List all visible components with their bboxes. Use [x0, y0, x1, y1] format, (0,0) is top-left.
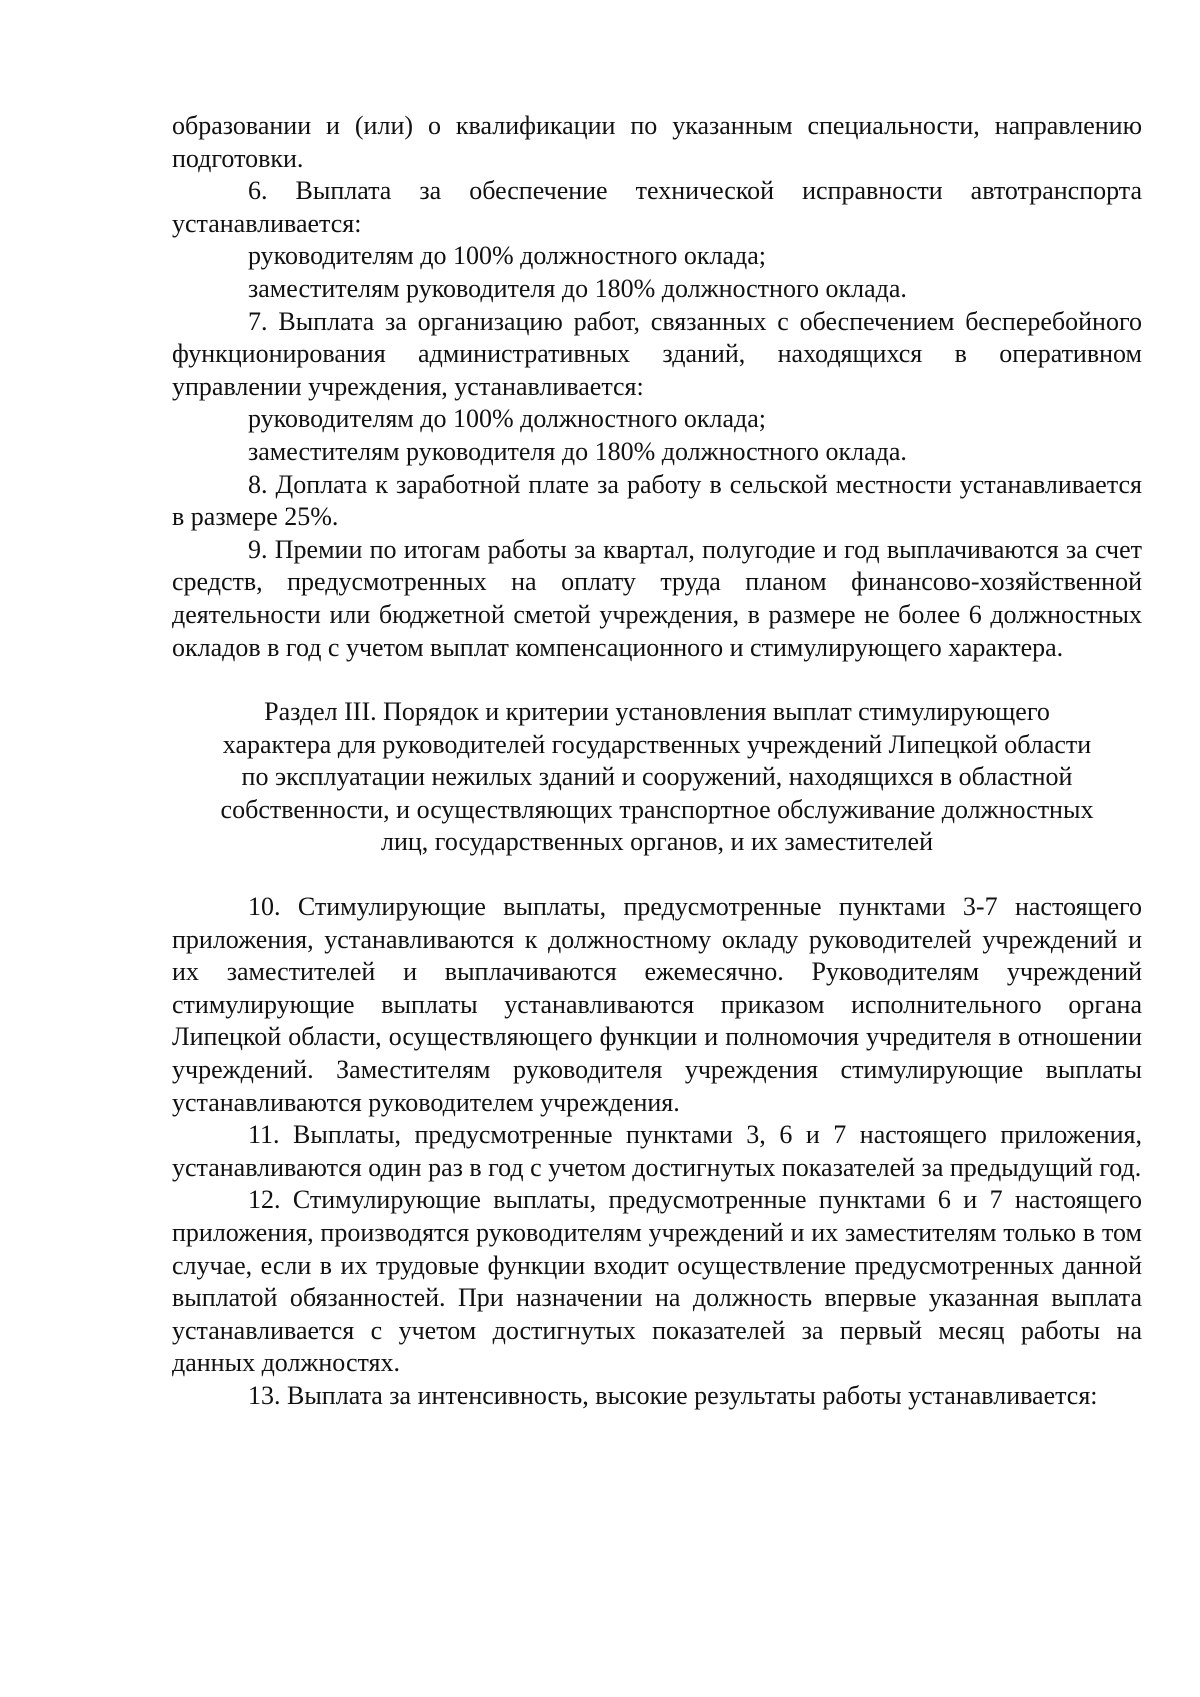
item-8-paragraph: 8. Доплата к заработной плате за работу в сельской местности устанавливается в размере 25%. [172, 469, 1142, 532]
document-body [172, 110, 1142, 1413]
section-heading-line: по эксплуатации нежилых зданий и сооружений, находящихся в областной [241, 762, 1073, 792]
intro-paragraph: образовании и (или) о квалификации по указанным специальности, направлению подготовки. [172, 111, 1142, 173]
item-11-paragraph: 11. Выплаты, предусмотренные пунктами 3, 6 и 7 настоящего приложения, устанавливаются один раз в год с учетом достигнутых показателей за предыдущий год. [172, 1120, 1142, 1182]
item-6-paragraph: 6. Выплата за обеспечение технической исправности автотранспорта устанавливается: [172, 176, 1142, 238]
item-13-paragraph: 13. Выплата за интенсивность, высокие результаты работы устанавливается: [248, 1380, 1098, 1410]
item-7-paragraph: 7. Выплата за организацию работ, связанных с обеспечением бесперебойного функционирования административных зданий, находящихся в оперативном управлении учреждения, устанавливается: [172, 306, 1142, 401]
item-7-sub-2: заместителям руководителя до 180% должностного оклада. [248, 436, 907, 466]
item-6-sub-2: заместителям руководителя до 180% должностного оклада. [248, 273, 907, 303]
item-7-sub-1: руководителям до 100% должностного оклада; [248, 404, 766, 434]
item-12-paragraph: 12. Стимулирующие выплаты, предусмотренные пунктами 6 и 7 настоящего приложения, производятся руководителям учреждений и их заместителям только в том случае, если в их трудовые функции входит осуществление предусмотренных данной выплатой обязанностей. При назначении на должность впервые указанная выплата устанавливается с учетом достигнутых показателей за первый месяц работы на данных должностях. [172, 1185, 1142, 1378]
section-heading-line: собственности, и осуществляющих транспортное обслуживание должностных [220, 794, 1094, 824]
section-heading-line: характера для руководителей государственных учреждений Липецкой области [222, 729, 1092, 759]
section-heading-line: лиц, государственных органов, и их заместителей [381, 827, 933, 857]
section-heading [172, 696, 1142, 859]
section-heading-line: Раздел III. Порядок и критерии установления выплат стимулирующего [264, 697, 1050, 727]
item-6-sub-1: руководителям до 100% должностного оклада; [248, 241, 766, 271]
item-9-paragraph: 9. Премии по итогам работы за квартал, полугодие и год выплачиваются за счет средств, предусмотренных на оплату труда планом финансово-хозяйственной деятельности или бюджетной сметой учреждения, в размере не более 6 должностных окладов в год с учетом выплат компенсационного и стимулирующего характера. [172, 534, 1142, 662]
item-10-paragraph: 10. Стимулирующие выплаты, предусмотренные пунктами 3-7 настоящего приложения, устанавливаются к должностному окладу руководителей учреждений и их заместителей и выплачиваются ежемесячно. Руководителям учреждений стимулирующие выплаты устанавливаются приказом исполнительного органа Липецкой области, осуществляющего функции и полномочия учредителя в отношении учреждений. Заместителям руководителя учреждения стимулирующие выплаты устанавливаются руководителем учреждения. [172, 892, 1142, 1117]
